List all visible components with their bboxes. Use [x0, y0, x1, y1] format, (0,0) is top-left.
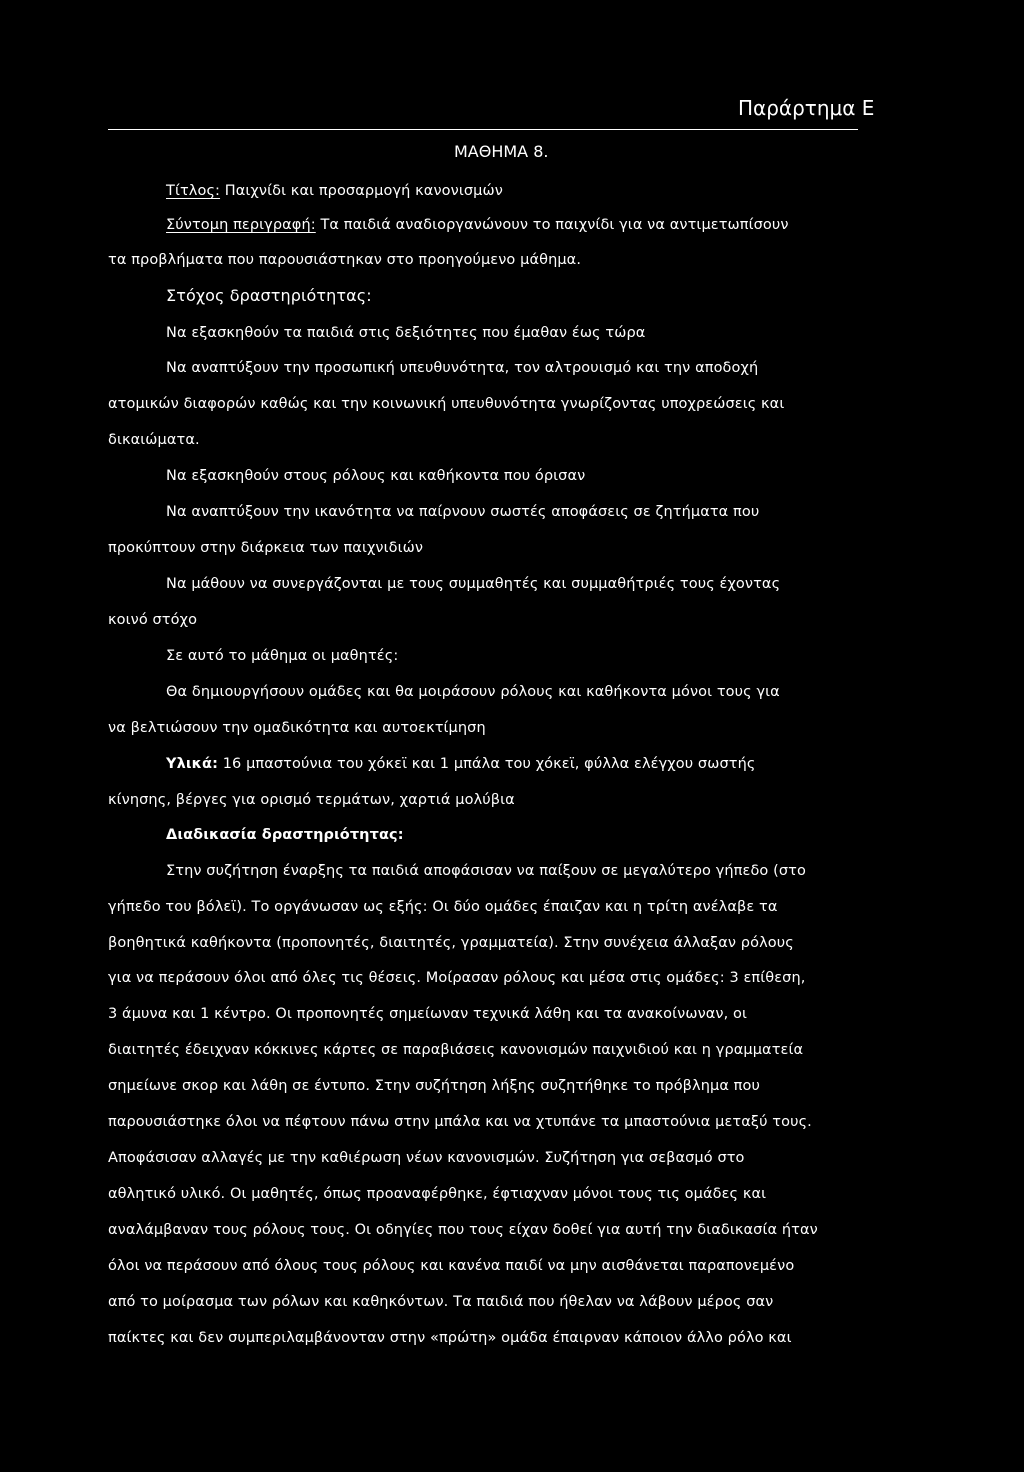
description-line-2: τα προβλήματα που παρουσιάστηκαν στο προηγούμενο μάθημα.	[108, 252, 582, 268]
process-line: σημείωνε σκορ και λάθη σε έντυπο. Στην συζήτηση λήξης συζητήθηκε το πρόβλημα που	[108, 1078, 760, 1094]
description-label: Σύντομη περιγραφή:	[166, 217, 316, 233]
process-line: βοηθητικά καθήκοντα (προπονητές, διαιτητές, γραμματεία). Στην συνέχεια άλλαξαν ρόλους	[108, 935, 794, 951]
title-line	[166, 181, 503, 201]
process-line: παίκτες και δεν συμπεριλαμβάνονταν στην «πρώτη» ομάδα έπαιρναν κάποιον άλλο ρόλο και	[108, 1330, 792, 1346]
process-line: όλοι να περάσουν από όλους τους ρόλους και κανένα παιδί να μην αισθάνεται παραπονεμένο	[108, 1258, 795, 1274]
goal-line: Να μάθουν να συνεργάζονται με τους συμμαθητές και συμμαθήτριές τους έχοντας	[166, 576, 781, 592]
process-line: Αποφάσισαν αλλαγές με την καθιέρωση νέων κανονισμών. Συζήτηση για σεβασμό στο	[108, 1150, 745, 1166]
header-divider	[108, 129, 858, 130]
students-line-1: Θα δημιουργήσουν ομάδες και θα μοιράσουν ρόλους και καθήκοντα μόνοι τους για	[166, 684, 780, 700]
materials-line-2: κίνησης, βέργες για ορισμό τερμάτων, χαρτιά μολύβια	[108, 792, 515, 808]
goal-line: ατομικών διαφορών καθώς και την κοινωνική υπευθυνότητα γνωρίζοντας υποχρεώσεις και	[108, 396, 785, 412]
students-line-2: να βελτιώσουν την ομαδικότητα και αυτοεκτίμηση	[108, 720, 486, 736]
lesson-heading: ΜΑΘΗΜΑ 8.	[454, 142, 549, 161]
goal-line: προκύπτουν στην διάρκεια των παιχνιδιών	[108, 540, 424, 556]
goal-heading: Στόχος δραστηριότητας:	[166, 286, 372, 305]
materials-label: Υλικά:	[166, 756, 218, 772]
process-line: παρουσιάστηκε όλοι να πέφτουν πάνω στην μπάλα και να χτυπάνε τα μπαστούνια μεταξύ τους.	[108, 1114, 812, 1130]
process-line: αθλητικό υλικό. Οι μαθητές, όπως προαναφέρθηκε, έφτιαχναν μόνοι τους τις ομάδες και	[108, 1186, 767, 1202]
process-line: αναλάμβαναν τους ρόλους τους. Οι οδηγίες που τους είχαν δοθεί για αυτή την διαδικασία ήταν	[108, 1222, 818, 1238]
students-intro: Σε αυτό το μάθημα οι μαθητές:	[166, 648, 399, 664]
goal-line: Να εξασκηθούν στους ρόλους και καθήκοντα που όρισαν	[166, 468, 586, 484]
process-line: διαιτητές έδειχναν κόκκινες κάρτες σε παραβιάσεις κανονισμών παιχνιδιού και η γραμματεία	[108, 1042, 804, 1058]
appendix-label: Παράρτημα Ε	[738, 96, 875, 120]
process-line: γήπεδο του βόλεϊ). Το οργάνωσαν ως εξής: Οι δύο ομάδες έπαιζαν και η τρίτη ανέλαβε τα	[108, 899, 778, 915]
goal-line: Να αναπτύξουν την ικανότητα να παίρνουν σωστές αποφάσεις σε ζητήματα που	[166, 504, 760, 520]
materials-line-1	[166, 754, 755, 774]
title-label: Τίτλος:	[166, 183, 221, 199]
process-line: για να περάσουν όλοι από όλες τις θέσεις. Μοίρασαν ρόλους και μέσα στις ομάδες: 3 επίθεση,	[108, 970, 806, 986]
goal-line: Να αναπτύξουν την προσωπική υπευθυνότητα, τον αλτρουισμό και την αποδοχή	[166, 360, 759, 376]
process-line: 3 άμυνα και 1 κέντρο. Οι προπονητές σημείωναν τεχνικά λάθη και τα ανακοίνωναν, οι	[108, 1006, 748, 1022]
process-line: Στην συζήτηση έναρξης τα παιδιά αποφάσισαν να παίξουν σε μεγαλύτερο γήπεδο (στο	[166, 863, 806, 879]
process-heading: Διαδικασία δραστηριότητας:	[166, 827, 404, 843]
goal-line: Να εξασκηθούν τα παιδιά στις δεξιότητες που έμαθαν έως τώρα	[166, 325, 646, 341]
description-line-1	[166, 215, 789, 235]
goal-line: κοινό στόχο	[108, 612, 198, 628]
materials-text-1: 16 μπαστούνια του χόκεϊ και 1 μπάλα του χόκεϊ, φύλλα ελέγχου σωστής	[222, 756, 756, 772]
goal-line: δικαιώματα.	[108, 432, 200, 448]
process-line: από το μοίρασμα των ρόλων και καθηκόντων. Τα παιδιά που ήθελαν να λάβουν μέρος σαν	[108, 1294, 774, 1310]
title-value: Παιχνίδι και προσαρμογή κανονισμών	[224, 183, 503, 199]
description-text-1: Τα παιδιά αναδιοργανώνουν το παιχνίδι για να αντιμετωπίσουν	[320, 217, 789, 233]
